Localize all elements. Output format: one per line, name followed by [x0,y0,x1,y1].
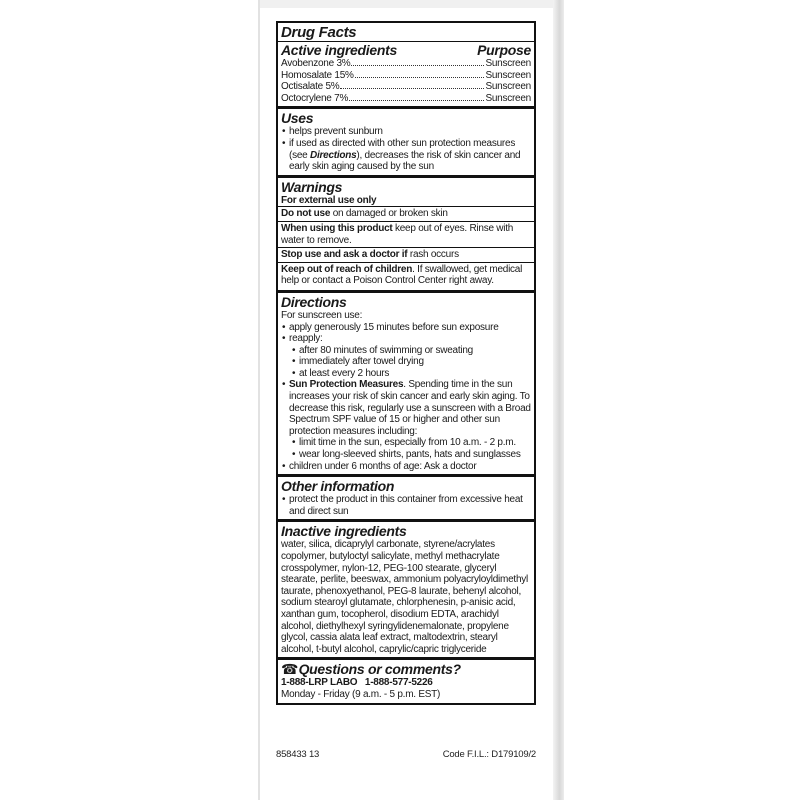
active-ingredients-section [278,23,534,109]
directions-section [278,293,534,477]
other-information-heading: Other information [281,478,395,495]
drug-facts-panel [276,21,536,705]
uses-heading: Uses [281,110,314,127]
phone-numbers: 1-888-LRP LABO 1-888-577-5226 [281,677,433,689]
ingredient-row: Octocrylene 7% Sunscreen [281,92,531,104]
warnings-section [278,178,534,293]
active-ingredients-heading: Active ingredients [281,42,397,58]
sun-protection-measures: • Sun Protection Measures. Spending time in the sun increases your risk of skin cancer and early skin aging. To decrease this risk, regularly use a sunscreen with a Broad Spectrum SPF value of 15 or higher and other sun protection measures including: [281,379,531,437]
questions-heading: ☎ Questions or comments? [281,661,461,678]
inactive-ingredients-heading: Inactive ingredients [281,523,407,540]
direction-subitem: • at least every 2 hours [291,368,531,380]
direction-item: • apply generously 15 minutes before sun exposure [281,322,531,334]
stop-use-warning: Stop use and ask a doctor if rash occurs [278,247,534,262]
when-using-warning: When using this product keep out of eyes. Rinse with water to remove. [278,221,534,247]
direction-item: • reapply: [281,333,531,345]
directions-heading: Directions [281,293,347,310]
drug-facts-title: Drug Facts [281,24,357,41]
package-left-edge [258,0,260,800]
other-information-item: • protect the product in this container from excessive heat and direct sun [281,494,531,517]
direction-subitem: • after 80 minutes of swimming or sweating [291,345,531,357]
keep-out-of-reach-warning: Keep out of reach of children. If swallowed, get medical help or contact a Poison Control Center right away. [278,262,534,288]
directions-intro: For sunscreen use: [281,309,363,321]
ingredient-row: Octisalate 5% Sunscreen [281,81,531,93]
contact-hours: Monday - Friday (9 a.m. - 5 p.m. EST) [281,688,441,700]
questions-section [278,660,534,702]
warnings-heading: Warnings [281,178,343,195]
package-footer [276,749,536,760]
direction-subitem: • immediately after towel drying [291,356,531,368]
ingredient-row: Avobenzone 3% Sunscreen [281,58,531,69]
package-right-edge [553,0,564,800]
uses-item: • helps prevent sunburn [281,126,531,138]
ingredient-row: Homosalate 15% Sunscreen [281,69,531,81]
inactive-ingredients-section [278,522,534,660]
external-use-note: For external use only [281,194,377,206]
uses-item: • if used as directed with other sun protection measures (see Directions), decreases the risk of skin cancer and early skin aging caused by the sun [281,138,531,173]
phone-icon: ☎ [281,661,299,678]
uses-section [278,109,534,177]
inactive-ingredients-list: water, silica, dicaprylyl carbonate, styrene/acrylates copolymer, butyloctyl salicylate, methyl methacrylate crosspolymer, nylon-12, PEG-100 stearate, glyceryl stearate, perlite, beeswax, ammonium polyacryloyldimethyl taurate, phenoxyethanol, PEG-8 laurate, behenyl alcohol, sodium stearoyl glutamate, chlorphenesin, p-anisic acid, xanthan gum, tocopherol, disodium EDTA, arachidyl alcohol, diethylhexyl syringylidenemalonate, propylene glycol, cassia alata leaf extract, maltodextrin, stearyl alcohol, t-butyl alcohol, caprylic/capric triglyceride [281,539,528,655]
active-ingredients-header [278,41,534,58]
package-top-edge [258,0,564,8]
do-not-use-warning: Do not use on damaged or broken skin [278,206,534,221]
fil-code: Code F.I.L.: D179109/2 [442,749,536,760]
product-code: 858433 13 [276,749,320,760]
other-information-section [278,477,534,522]
direction-item: • children under 6 months of age: Ask a doctor [281,461,531,473]
purpose-heading: Purpose [477,42,531,58]
direction-subitem: • wear long-sleeved shirts, pants, hats and sunglasses [291,449,531,461]
direction-subitem: • limit time in the sun, especially from 10 a.m. - 2 p.m. [291,437,531,449]
